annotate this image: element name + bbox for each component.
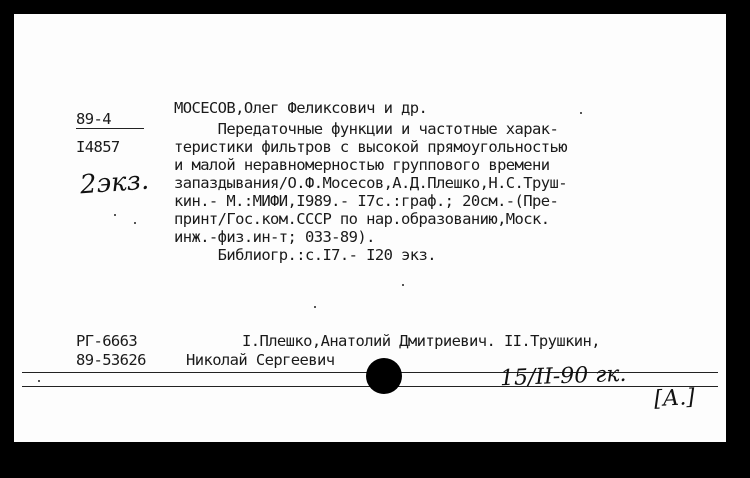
scan-speck bbox=[314, 306, 316, 308]
footer-registration-number: РГ-6663 bbox=[76, 332, 138, 350]
call-number-line2: I4857 bbox=[76, 138, 120, 156]
body-line-8: инж.-физ.ин-т; 033-89). bbox=[174, 228, 375, 246]
tracing-line-2: Николай Сергеевич bbox=[186, 351, 335, 369]
call-number-underline bbox=[76, 128, 144, 129]
scan-speck bbox=[402, 284, 404, 286]
call-number-line1: 89-4 bbox=[76, 110, 111, 128]
tracing-line-1: I.Плешко,Анатолий Дмитриевич. II.Трушкин, bbox=[242, 332, 601, 350]
body-line-2: Передаточные функции и частотные харак- bbox=[174, 120, 559, 138]
body-line-1: МОСЕСОВ,Олег Феликсович и др. bbox=[174, 99, 428, 117]
scan-speck bbox=[134, 222, 136, 224]
body-line-7: принт/Гос.ком.СССР по нар.образованию,Моск. bbox=[174, 210, 550, 228]
body-line-6: кин.- М.:МИФИ,I989.- I7с.:граф.; 20см.-(Пре- bbox=[174, 192, 559, 210]
body-line-5: запаздывания/О.Ф.Мосесов,А.Д.Плешко,Н.С.Труш- bbox=[174, 174, 567, 192]
handwritten-mark: [А.] bbox=[653, 384, 696, 413]
body-line-3: теристики фильтров с высокой прямоугольностью bbox=[174, 138, 567, 156]
handwritten-copies: 2экз. bbox=[79, 165, 151, 201]
handwritten-date: 15/II-90 гк. bbox=[499, 361, 627, 392]
punch-hole bbox=[366, 358, 402, 394]
body-line-4: и малой неравномерностью группового времени bbox=[174, 156, 550, 174]
scan-speck bbox=[580, 112, 582, 114]
scan-speck bbox=[38, 380, 40, 382]
body-line-9: Библиогр.:с.I7.- I20 экз. bbox=[174, 246, 436, 264]
scan-speck bbox=[114, 214, 116, 216]
footer-accession-number: 89-53626 bbox=[76, 351, 146, 369]
